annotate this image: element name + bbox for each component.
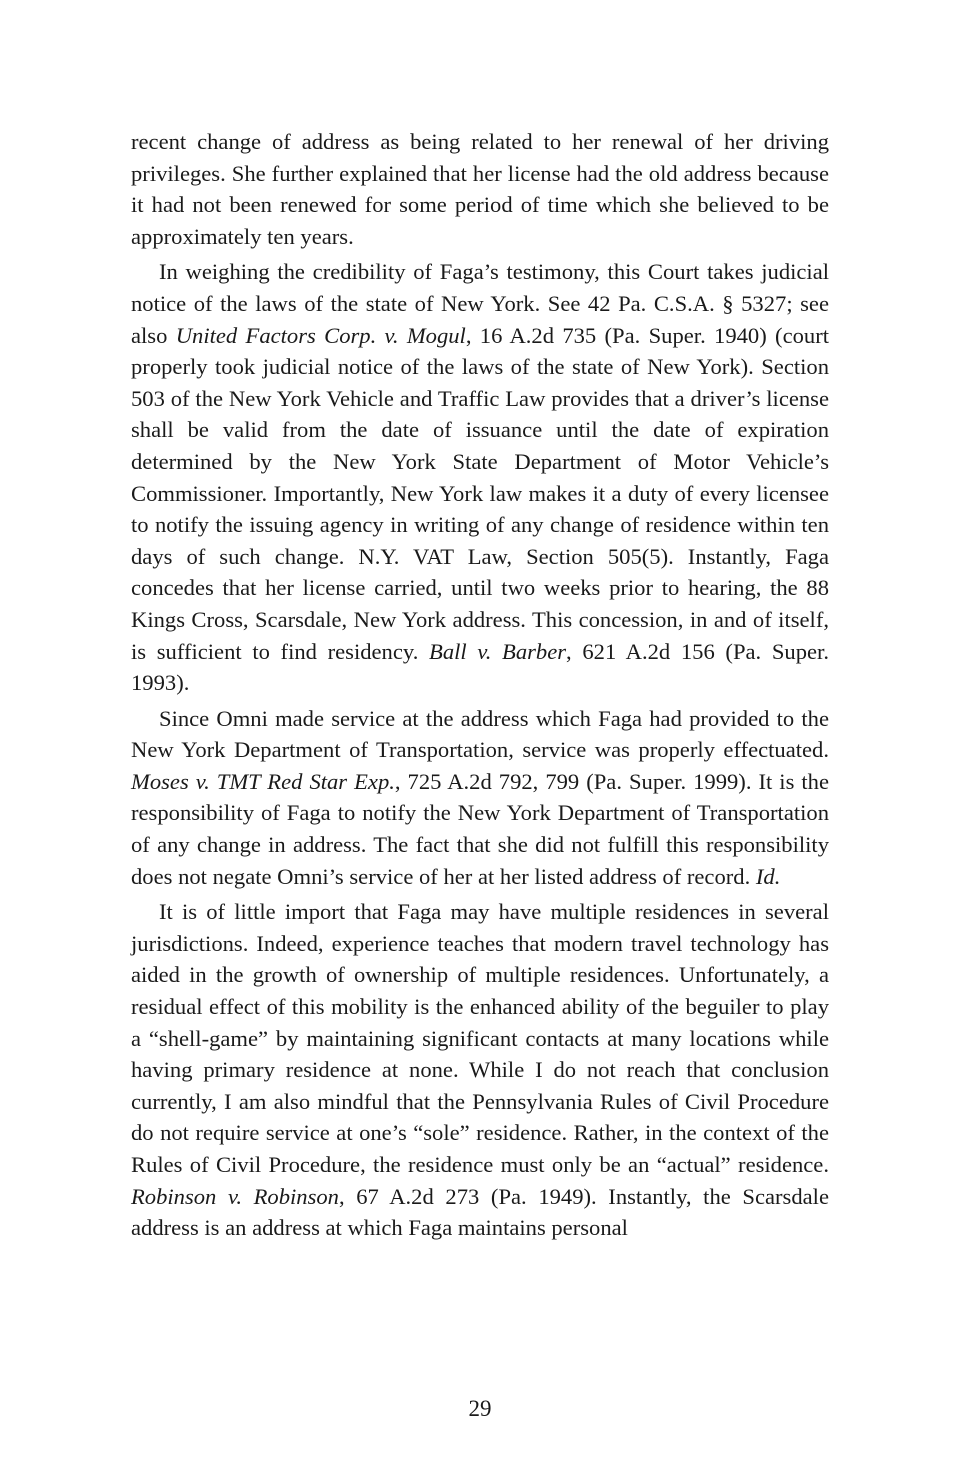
paragraph-2 (131, 256, 829, 698)
paragraph-4-text-b: , 67 A.2d 273 (Pa. 1949). Instantly, the Scarsdale address is an address at which Faga maintains personal (131, 1183, 829, 1241)
citation-id: Id. (755, 863, 781, 889)
case-citation-moses: Moses v. TMT Red Star Exp. (131, 768, 395, 794)
paragraph-4 (131, 896, 829, 1244)
paragraph-3-text-b: , 725 A.2d 792, 799 (Pa. Super. 1999). It is the responsibility of Faga to notify the New York Department of Transportation of any change in address. The fact that she did not fulfill this responsibility does not negate Omni’s service of her at her listed address of record. (131, 768, 829, 889)
paragraph-3 (131, 703, 829, 893)
case-citation-united-factors: United Factors Corp. v. Mogul (175, 322, 466, 348)
paragraph-2-text-c: , 621 A.2d 156 (Pa. Super. 1993). (131, 638, 829, 696)
paragraph-1 (131, 126, 829, 252)
case-citation-ball-v-barber: Ball v. Barber (429, 638, 567, 664)
paragraph-2-text-b: , 16 A.2d 735 (Pa. Super. 1940) (court properly took judicial notice of the laws of the state of New York). Section 503 of the New York Vehicle and Traffic Law provides that a driver’s license shall be valid from the date of issuance until the date of expiration determined by the New York State Department of Motor Vehicle’s Commissioner. Importantly, New York law makes it a duty of every licensee to notify the issuing agency in writing of any change of residence within ten days of such change. N.Y. VAT Law, Section 505(5). Instantly, Faga concedes that her license carried, until two weeks prior to hearing, the 88 Kings Cross, Scarsdale, New York address. This concession, in and of itself, is sufficient to find residency. (131, 322, 830, 664)
paragraph-4-text-a: It is of little import that Faga may have multiple residences in several jurisdictions. Indeed, experience teaches that modern travel technology has aided in the growth of ownership of multiple residences. Unfortunately, a residual effect of this mobility is the enhanced ability of the beguiler to play a “shell-game” by maintaining significant contacts at many locations while having primary residence at none. While I do not reach that conclusion currently, I am also mindful that the Pennsylvania Rules of Civil Procedure do not require service at one’s “sole” residence. Rather, in the context of the Rules of Civil Procedure, the residence must only be an “actual” residence. (131, 899, 829, 1177)
case-citation-robinson: Robinson v. Robinson (131, 1183, 339, 1209)
paragraph-2-text-a: In weighing the credibility of Faga’s testimony, this Court takes judicial notice of the laws of the state of New York. See 42 Pa. C.S.A. § 5327; see also (131, 259, 829, 348)
paragraph-1-text: recent change of address as being related to her renewal of her driving privileges. She further explained that her license had the old address because it had not been renewed for some period of time which she believed to be approximately ten years. (131, 129, 829, 249)
paragraph-3-text-a: Since Omni made service at the address which Faga had provided to the New York Department of Transportation, service was properly effectuated. (131, 705, 829, 763)
page-body (131, 126, 829, 1248)
page-number: 29 (468, 1396, 492, 1421)
